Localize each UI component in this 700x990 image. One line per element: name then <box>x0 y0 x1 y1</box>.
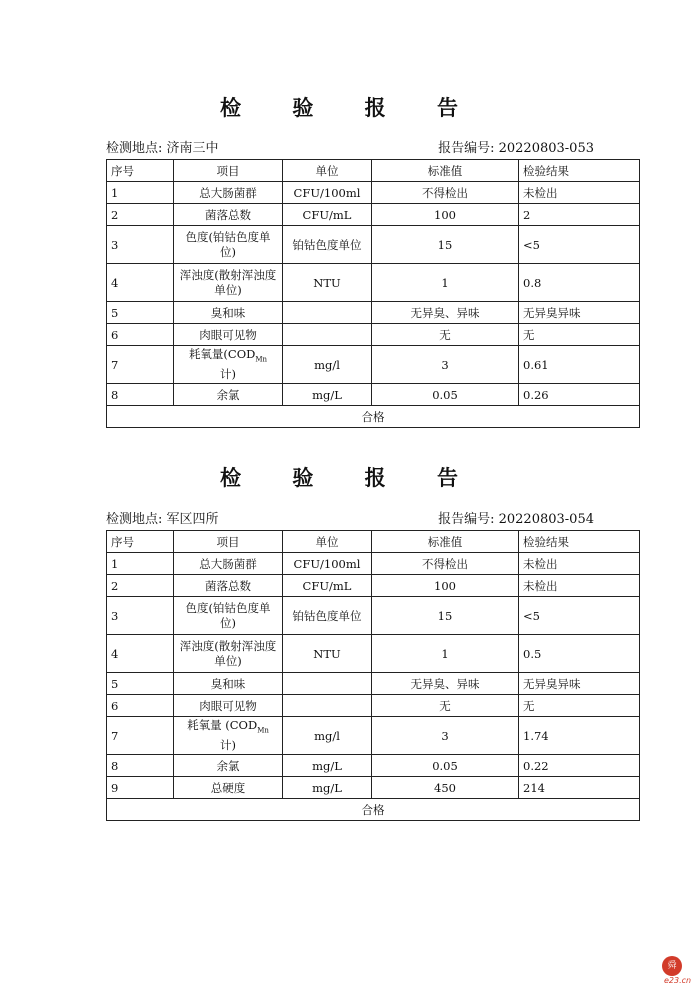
cell-standard: 无 <box>372 324 519 346</box>
cell-index: 3 <box>107 597 174 635</box>
header-standard: 标准值 <box>372 160 519 182</box>
cell-index: 4 <box>107 264 174 302</box>
cell-index: 1 <box>107 553 174 575</box>
cell-standard: 无 <box>372 695 519 717</box>
watermark-site-text: e23.cn <box>664 976 692 985</box>
item-subscript: Mn <box>255 355 268 364</box>
table-row <box>107 182 640 204</box>
cell-result: 无异臭异味 <box>519 673 640 695</box>
location-label: 检测地点: 济南三中 <box>106 141 219 156</box>
item-text: 耗氧量 (COD <box>187 717 258 732</box>
table-row <box>107 302 640 324</box>
cell-result: 0.61 <box>519 346 640 384</box>
table-row <box>107 264 640 302</box>
cell-item: 浑浊度(散射浑浊度单位) <box>174 264 283 302</box>
cell-unit: NTU <box>283 264 372 302</box>
cell-result: 未检出 <box>519 575 640 597</box>
cell-item: 浑浊度(散射浑浊度单位) <box>174 635 283 673</box>
cell-item: 总大肠菌群 <box>174 553 283 575</box>
cell-unit: mg/L <box>283 777 372 799</box>
cell-item: 总大肠菌群 <box>174 182 283 204</box>
cell-unit: 铂钴色度单位 <box>283 226 372 264</box>
verdict-row <box>107 799 640 821</box>
table-row <box>107 635 640 673</box>
item-tail: 计) <box>220 367 236 382</box>
report-meta <box>106 140 594 158</box>
header-standard: 标准值 <box>372 531 519 553</box>
header-unit: 单位 <box>283 531 372 553</box>
header-item: 项目 <box>174 160 283 182</box>
cell-index: 3 <box>107 226 174 264</box>
table-row <box>107 597 640 635</box>
cell-unit <box>283 324 372 346</box>
table-row <box>107 384 640 406</box>
cell-index: 6 <box>107 324 174 346</box>
cell-item: 臭和味 <box>174 302 283 324</box>
report-number: 报告编号: 20220803-054 <box>438 512 594 527</box>
cell-result: <5 <box>519 597 640 635</box>
cell-item: 余氯 <box>174 755 283 777</box>
cell-standard: 3 <box>372 717 519 755</box>
cell-index: 7 <box>107 717 174 755</box>
cell-unit: CFU/mL <box>283 204 372 226</box>
cell-standard: 无异臭、异味 <box>372 302 519 324</box>
cell-index: 5 <box>107 302 174 324</box>
cell-index: 4 <box>107 635 174 673</box>
cell-index: 7 <box>107 346 174 384</box>
header-index: 序号 <box>107 531 174 553</box>
cell-standard: 不得检出 <box>372 182 519 204</box>
cell-unit <box>283 695 372 717</box>
cell-standard: 1 <box>372 264 519 302</box>
cell-unit: mg/l <box>283 346 372 384</box>
verdict-cell: 合格 <box>107 799 640 821</box>
cell-standard: 100 <box>372 575 519 597</box>
cell-index: 9 <box>107 777 174 799</box>
table-row <box>107 226 640 264</box>
table-row <box>107 673 640 695</box>
cell-index: 2 <box>107 575 174 597</box>
cell-result: 0.26 <box>519 384 640 406</box>
table-row <box>107 575 640 597</box>
cell-result: 未检出 <box>519 182 640 204</box>
cell-standard: 15 <box>372 597 519 635</box>
table-row <box>107 553 640 575</box>
cell-unit <box>283 302 372 324</box>
cell-standard: 不得检出 <box>372 553 519 575</box>
cell-index: 1 <box>107 182 174 204</box>
report-title: 检 验 报 告 <box>220 465 480 490</box>
cell-standard: 100 <box>372 204 519 226</box>
result-table <box>106 530 640 821</box>
cell-index: 8 <box>107 755 174 777</box>
item-tail: 计) <box>220 738 236 753</box>
cell-result: <5 <box>519 226 640 264</box>
cell-unit: CFU/100ml <box>283 553 372 575</box>
report-meta <box>106 511 594 529</box>
cell-standard: 0.05 <box>372 384 519 406</box>
watermark-seal-icon: 舜 <box>662 956 682 976</box>
cell-item: 菌落总数 <box>174 575 283 597</box>
cell-unit: 铂钴色度单位 <box>283 597 372 635</box>
item-subscript: Mn <box>257 726 269 735</box>
verdict-row <box>107 406 640 428</box>
cell-unit: CFU/mL <box>283 575 372 597</box>
cell-standard: 3 <box>372 346 519 384</box>
cell-result: 无 <box>519 695 640 717</box>
header-unit: 单位 <box>283 160 372 182</box>
result-table <box>106 159 640 428</box>
table-row <box>107 717 640 755</box>
header-item: 项目 <box>174 531 283 553</box>
cell-index: 2 <box>107 204 174 226</box>
cell-result: 无异臭异味 <box>519 302 640 324</box>
cell-item: 臭和味 <box>174 673 283 695</box>
cell-item <box>174 717 283 755</box>
cell-unit: mg/l <box>283 717 372 755</box>
cell-item: 肉眼可见物 <box>174 324 283 346</box>
cell-item <box>174 346 283 384</box>
cell-result: 未检出 <box>519 553 640 575</box>
report-title: 检 验 报 告 <box>220 95 480 120</box>
header-result: 检验结果 <box>519 160 640 182</box>
cell-item: 肉眼可见物 <box>174 695 283 717</box>
table-row <box>107 204 640 226</box>
cell-unit: mg/L <box>283 755 372 777</box>
location-label: 检测地点: 军区四所 <box>106 512 219 527</box>
table-row <box>107 346 640 384</box>
cell-result: 0.8 <box>519 264 640 302</box>
table-row <box>107 777 640 799</box>
table-row <box>107 755 640 777</box>
cell-result: 2 <box>519 204 640 226</box>
cell-item: 余氯 <box>174 384 283 406</box>
cell-result: 0.5 <box>519 635 640 673</box>
cell-unit: mg/L <box>283 384 372 406</box>
cell-unit: NTU <box>283 635 372 673</box>
cell-result: 0.22 <box>519 755 640 777</box>
cell-item: 色度(铂钴色度单位) <box>174 597 283 635</box>
header-result: 检验结果 <box>519 531 640 553</box>
cell-standard: 0.05 <box>372 755 519 777</box>
cell-unit: CFU/100ml <box>283 182 372 204</box>
verdict-cell: 合格 <box>107 406 640 428</box>
cell-index: 6 <box>107 695 174 717</box>
header-index: 序号 <box>107 160 174 182</box>
cell-standard: 15 <box>372 226 519 264</box>
cell-index: 8 <box>107 384 174 406</box>
table-row <box>107 695 640 717</box>
cell-item: 色度(铂钴色度单位) <box>174 226 283 264</box>
report-number: 报告编号: 20220803-053 <box>438 141 594 156</box>
cell-index: 5 <box>107 673 174 695</box>
cell-item: 菌落总数 <box>174 204 283 226</box>
item-text: 耗氧量(COD <box>188 346 256 361</box>
table-row <box>107 324 640 346</box>
cell-result: 无 <box>519 324 640 346</box>
cell-unit <box>283 673 372 695</box>
cell-standard: 1 <box>372 635 519 673</box>
table-header-row <box>107 531 640 553</box>
cell-result: 214 <box>519 777 640 799</box>
cell-standard: 无异臭、异味 <box>372 673 519 695</box>
table-header-row <box>107 160 640 182</box>
site-watermark <box>662 956 696 986</box>
cell-result: 1.74 <box>519 717 640 755</box>
cell-item: 总硬度 <box>174 777 283 799</box>
cell-standard: 450 <box>372 777 519 799</box>
